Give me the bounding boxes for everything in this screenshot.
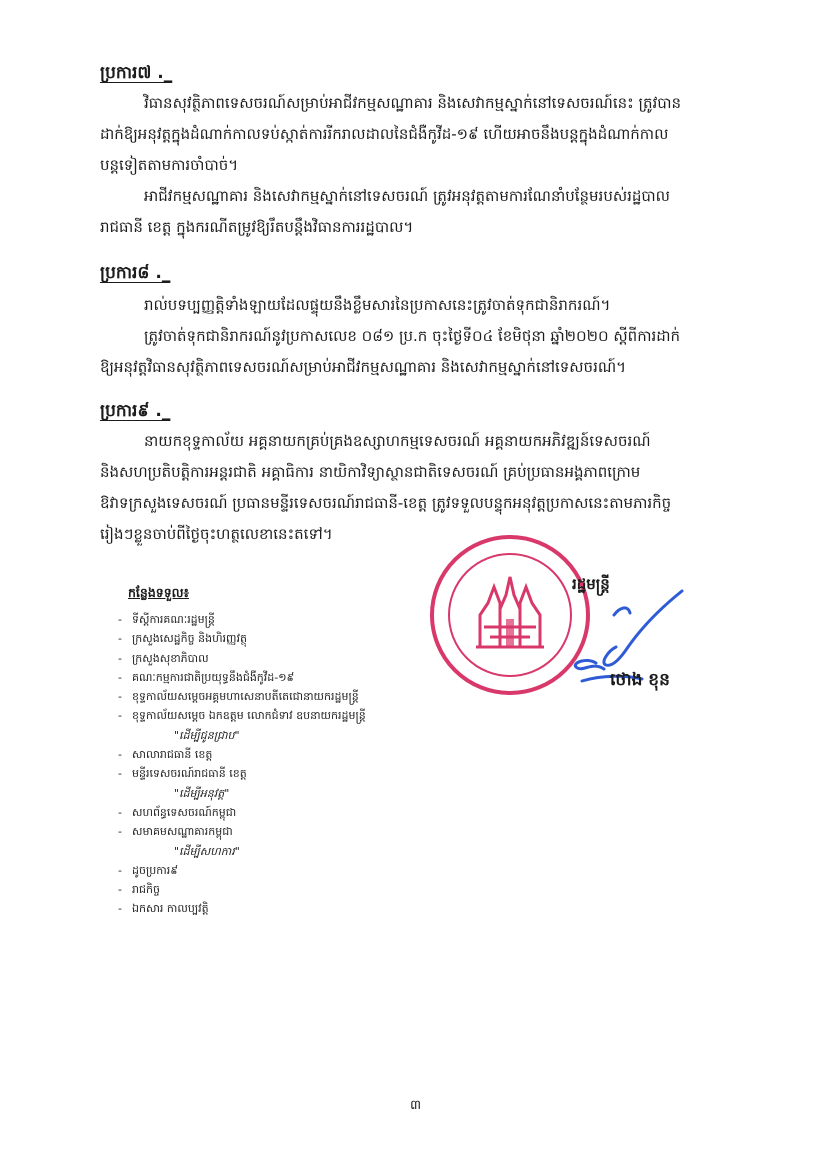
list-dash: - [118, 709, 122, 723]
recipient-text: សមាគមសណ្ឋាគារកម្ពុជា [132, 825, 233, 839]
minister-title: រដ្ឋមន្ត្រី [572, 575, 610, 593]
page-number: ៣ [410, 1098, 422, 1113]
recipients-items [118, 610, 418, 919]
recipient-note: "ដើម្បីសហការ" [174, 844, 240, 858]
list-item [118, 822, 418, 841]
recipients-list [118, 585, 418, 919]
list-dash: - [118, 613, 122, 626]
recipient-note: "ដើម្បីជូនជ្រាប" [174, 728, 240, 742]
list-item [118, 706, 418, 725]
list-dash: - [118, 825, 122, 839]
list-item [118, 880, 418, 899]
article-9-line: និងសហប្រតិបត្តិការអន្តរជាតិ អគ្គាធិការ នាយិកាវិទ្យាស្ថានជាតិទេសចរណ៍ គ្រប់ប្រធានអង្គភាពក្រោម [100, 463, 641, 481]
article-9-heading: ប្រការ៩ ._ [100, 401, 171, 421]
list-dash: - [118, 805, 122, 819]
article-7-line: បន្តទៀតតាមការចាំបាច់។ [100, 156, 239, 174]
article-7-line: វិធានសុវត្ថិភាពទេសចរណ៍សម្រាប់អាជីវកម្មសណ្ឋាគារ និងសេវាកម្មស្នាក់នៅទេសចរណ៍នេះ ត្រូវបាន [144, 94, 682, 112]
article-8-line: រាល់បទប្បញ្ញត្តិទាំងឡាយដែលផ្ទុយនឹងខ្លឹមសារនៃប្រកាសនេះត្រូវចាត់ទុកជានិរាករណ៍។ [144, 296, 611, 314]
recipient-text: ដូចប្រការ៩ [132, 863, 178, 877]
list-dash: - [118, 767, 122, 781]
list-item [118, 803, 418, 822]
recipient-text: ឯកសារ កាលប្បវត្តិ [132, 902, 209, 916]
article-9-line: ឱវាទក្រសួងទេសចរណ៍ ប្រធានមន្ទីរទេសចរណ៍រាជធានី-ខេត្ត ត្រូវទទួលបន្ទុកអនុវត្តប្រកាសនេះតាមភារកិច្ច [100, 494, 672, 512]
list-item [118, 899, 418, 918]
list-item [118, 610, 418, 629]
recipient-text: គណៈកម្មការជាតិប្រយុទ្ធនឹងជំងឺកូវីដ-១៩ [132, 670, 295, 684]
article-7-body [100, 88, 740, 243]
recipient-note: "ដើម្បីអនុវត្ត" [174, 786, 230, 800]
recipient-text: សហព័ន្ធទេសចរណ៍កម្ពុជា [132, 805, 237, 819]
list-dash: - [118, 863, 122, 877]
article-7-line: រាជធានី ខេត្ត ក្នុងករណីតម្រូវឱ្យរឹតបន្តឹងវិធានការរដ្ឋបាល។ [100, 218, 414, 236]
article-9-line: រៀងៗខ្លួនចាប់ពីថ្ងៃចុះហត្ថលេខានេះតទៅ។ [100, 525, 333, 543]
list-dash: - [118, 670, 122, 684]
list-dash: - [118, 748, 122, 762]
list-dash: - [118, 690, 122, 704]
article-7-line: ដាក់ឱ្យអនុវត្តក្នុងដំណាក់កាលទប់ស្កាត់ការរីករាលដាលនៃជំងឺកូវីដ-១៩ ហើយអាចនឹងបន្តក្នុងដំណាក់កាល [100, 125, 669, 143]
article-8-heading: ប្រការ៨ ._ [100, 263, 171, 283]
article-7-line: អាជីវកម្មសណ្ឋាគារ និងសេវាកម្មស្នាក់នៅទេសចរណ៍ ត្រូវអនុវត្តតាមការណែនាំបន្ថែមរបស់រដ្ឋបាល [144, 187, 670, 205]
recipient-text: សាលារាជធានី ខេត្ត [132, 748, 213, 762]
list-item [118, 687, 418, 706]
article-9-body [100, 426, 740, 550]
recipient-text: ខុទ្ទកាល័យសម្តេច ឯកឧត្តម លោកជំទាវ ឧបនាយករដ្ឋមន្ត្រី [132, 709, 366, 723]
recipient-text: ខុទ្ទកាល័យសម្តេចអគ្គមហាសេនាបតីតេជោនាយករដ្ឋមន្ត្រី [132, 690, 359, 704]
minister-name: ថោង ខុន [610, 670, 670, 690]
list-dash: - [118, 902, 122, 916]
recipient-text: មន្ទីរទេសចរណ៍រាជធានី ខេត្ត [132, 767, 247, 781]
list-item [118, 668, 418, 687]
list-dash: - [118, 651, 122, 665]
list-dash: - [118, 883, 122, 897]
list-item [118, 629, 418, 648]
list-item [118, 649, 418, 668]
list-dash: - [118, 632, 122, 646]
article-7-heading: ប្រការ៧ ._ [100, 63, 173, 83]
list-item [118, 861, 418, 880]
recipient-text: ក្រសួងសេដ្ឋកិច្ច និងហិរញ្ញវត្ថុ [132, 632, 248, 646]
article-8-line: ឱ្យអនុវត្តវិធានសុវត្ថិភាពទេសចរណ៍សម្រាប់អាជីវកម្មសណ្ឋាគារ និងសេវាកម្មស្នាក់នៅទេសចរណ៍។ [100, 358, 627, 376]
recipient-text: រាជកិច្ច [132, 883, 160, 897]
recipient-text: ទីស្តីការគណៈរដ្ឋមន្ត្រី [132, 613, 215, 626]
list-item [118, 745, 418, 764]
recipients-heading: កន្លែងទទួល៖ [128, 585, 190, 600]
article-8-line: ត្រូវចាត់ទុកជានិរាករណ៍នូវប្រកាសលេខ ០៨១ ប្រ.ក ចុះថ្ងៃទី០៤ ខែមិថុនា ឆ្នាំ២០២០ ស្តីពីការដាក់ [144, 327, 681, 345]
list-item [118, 764, 418, 783]
article-8-body [100, 290, 740, 383]
article-9-line: នាយកខុទ្ទកាល័យ អគ្គនាយកគ្រប់គ្រងឧស្សាហកម្មទេសចរណ៍ អគ្គនាយកអភិវឌ្ឍន៍ទេសចរណ៍ [144, 432, 651, 450]
recipient-text: ក្រសួងសុខាភិបាល [132, 651, 209, 665]
signature-block [430, 535, 710, 720]
